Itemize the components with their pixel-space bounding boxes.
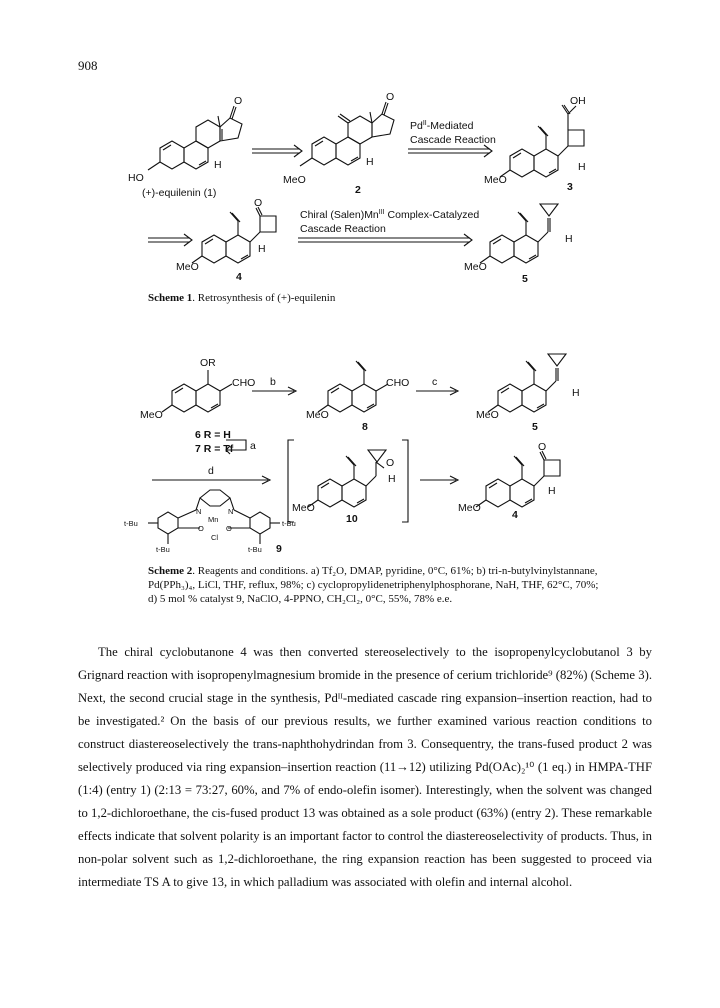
- step-a-label: a: [250, 440, 256, 452]
- catalyst-o-right: O: [226, 524, 232, 533]
- equilenin-o-label: O: [234, 95, 243, 107]
- body-paragraph: The chiral cyclobutanone 4 was then converted stereoselectively to the isopropenylcyclobutanol 3 by Grignard reaction with isopropenylmagnesium bromide in the presence of cerium trichloride⁹ (82%) (Scheme 3). Next, the second crucial stage in the synthesis, Pdᴵᴵ-mediated cascade ring expansion–insertion reaction, had to be investigated.² On the basis of our previous results, we further examined various reaction conditions to construct diastereoselectively the trans-naphthohydrindan from 3. Consequentry, the trans-fused product 2 was selectively produced via ring expansion–insertion reaction (11→12) utilizing Pd(OAc)₂¹⁰ (1 eq.) in HMPA-THF (1:4) (entry 1) (2:13 = 73:27, 60%, and 7% of endo-olefin isomer). Interestingly, when the solvent was changed to 1,2-dichloroethane, the cis-fused product 13 was obtained as a sole product (63%) (entry 2). These remarkable effects indicate that solvent polarity is an important factor to control the diastereoselectivity of products. Thus, in non-polar solvent such as 1,2-dichloroethane, the ring expansion reaction has been suggested to proceed via intermediate TS A to give 13, in which palladium was associated with olefin and internal alcohol.: [78, 645, 652, 889]
- catalyst-tbu-bottom-right: t-Bu: [248, 545, 262, 554]
- equilenin-name: (+)-equilenin (1): [142, 187, 217, 199]
- arrow1-label-line2: Cascade Reaction: [410, 134, 496, 146]
- scheme2-compound-5-structure: [488, 354, 566, 412]
- catalyst-9-number: 9: [276, 543, 282, 555]
- step-c-label: c: [432, 376, 438, 388]
- arrow2-label-line1: Chiral $(Salen)Mn^{III}$ Complex-Catalyzed: [300, 209, 480, 221]
- compound-5-h-label: H: [565, 233, 573, 245]
- compound-10-structure: [308, 450, 386, 507]
- compound-10-h-label: H: [388, 473, 396, 485]
- equilenin-h-label: H: [214, 159, 222, 171]
- compound-5-number: 5: [522, 273, 528, 285]
- catalyst-cl: Cl: [211, 533, 219, 542]
- scheme2-compound-5-number: 5: [532, 421, 538, 433]
- scheme2-compound-4-number: 4: [512, 509, 518, 521]
- arrow2-label-line2: Cascade Reaction: [300, 223, 386, 235]
- equilenin-ho-label: HO: [128, 172, 144, 184]
- compound-6-cho-label: CHO: [232, 377, 256, 389]
- scheme-1-caption: Scheme 1. Retrosynthesis of (+)-equilenin: [148, 292, 336, 304]
- compound-8-structure: [318, 361, 388, 412]
- compound-7-label: 7 R = Tf: [195, 443, 234, 455]
- catalyst-mn: Mn: [208, 515, 219, 524]
- scheme2-compound-5-meo: MeO: [476, 409, 499, 421]
- compound-2-number: 2: [355, 184, 361, 196]
- compound-2-o-label: O: [386, 91, 395, 103]
- compound-3-oh: OH: [570, 95, 586, 107]
- compound-3-h-label: H: [578, 161, 586, 173]
- compound-4-number: 4: [236, 271, 242, 283]
- catalyst-tbu-left: t-Bu: [124, 519, 138, 528]
- compound-10-number: 10: [346, 513, 358, 525]
- compound-6-7-structure: [162, 370, 232, 412]
- compound-4-o-label: O: [254, 197, 263, 209]
- compound-8-meo: MeO: [306, 409, 329, 421]
- catalyst-n-left: N: [196, 507, 202, 516]
- arrow1-label-line1: $Pd^{II}$-Mediated: [410, 120, 474, 132]
- catalyst-o-left: O: [198, 524, 204, 533]
- step-d-label: d: [208, 465, 214, 477]
- catalyst-tbu-bottom-left: t-Bu: [156, 545, 170, 554]
- compound-4-h-label: H: [258, 243, 266, 255]
- scheme-2-caption: Scheme 2. Reagents and conditions. a) Tf₂O, DMAP, pyridine, 0°C, 61%; b) tri-n-butylvinylstannane, Pd(PPh₃)₄, LiCl, THF, reflux, 98%; c) cyclopropylidenetriphenylphosphorane, NaH, THF, 62°C, 70%; d) 5 mol % catalyst 9, NaClO, 4-PPNO, CH₂Cl₂, 0°C, 55%, 78% e.e.: [148, 565, 599, 605]
- compound-10-o-label: O: [386, 457, 395, 469]
- compound-10-meo: MeO: [292, 502, 315, 514]
- compound-6-or-label: OR: [200, 357, 216, 369]
- compound-3-meo: MeO: [484, 174, 507, 186]
- catalyst-n-right: N: [228, 507, 234, 516]
- catalyst-tbu-right: t-Bu: [282, 519, 296, 528]
- step-b-label: b: [270, 376, 276, 388]
- compound-3-number: 3: [567, 181, 573, 193]
- scheme2-compound-4-h-label: H: [548, 485, 556, 497]
- scheme2-compound-4-structure: [476, 451, 560, 507]
- compound-2-meo: MeO: [283, 174, 306, 186]
- scheme2-compound-4-meo: MeO: [458, 502, 481, 514]
- compound-8-cho-label: CHO: [386, 377, 410, 389]
- compound-2-h-label: H: [366, 156, 374, 168]
- page-number: 908: [78, 58, 98, 73]
- compound-6-label: 6 R = H: [195, 429, 231, 441]
- compound-6-meo: MeO: [140, 409, 163, 421]
- scheme2-compound-5-h-label: H: [572, 387, 580, 399]
- compound-4-meo: MeO: [176, 261, 199, 273]
- compound-5-meo: MeO: [464, 261, 487, 273]
- compound-8-number: 8: [362, 421, 368, 433]
- body-text: [78, 641, 652, 894]
- scheme2-compound-4-o-label: O: [538, 441, 547, 453]
